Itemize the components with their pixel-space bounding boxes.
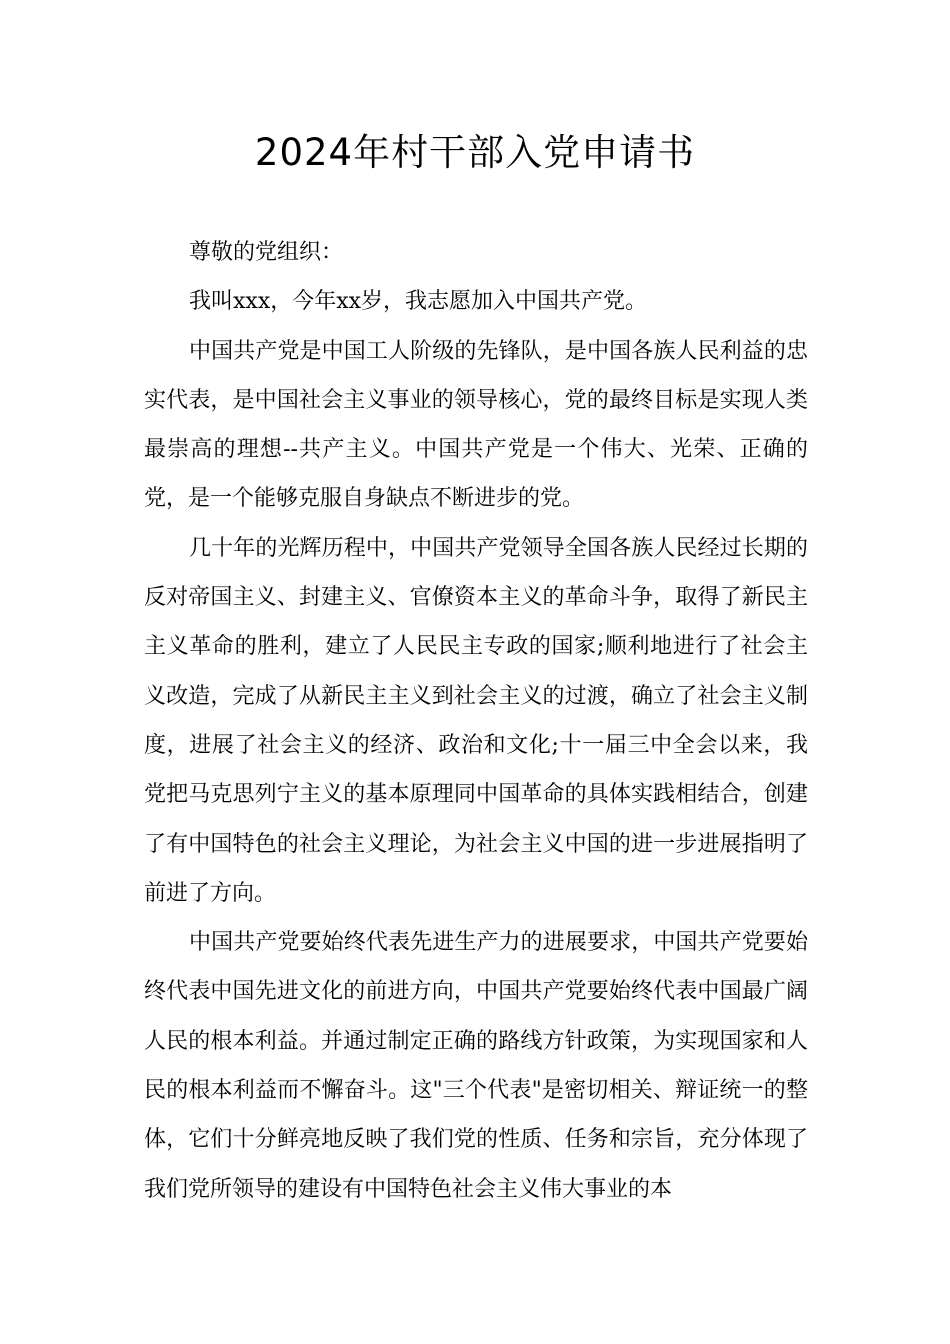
document-title: 2024年村干部入党申请书 xyxy=(254,131,696,174)
paragraph: 中国共产党要始终代表先进生产力的进展要求，中国共产党要始终代表中国先进文化的前进方向，中国共产党要始终代表中国最广阔人民的根本利益。并通过制定正确的路线方针政策，为实现国家和人民的根本利益而不懈奋斗。这"三个代表"是密切相关、辩证统一的整体，它们十分鲜亮地反映了我们党的性质、任务和宗旨，充分体现了我们党所领导的建设有中国特色社会主义伟大事业的本 xyxy=(144,930,808,1202)
document-body xyxy=(144,228,808,1214)
paragraph: 中国共产党是中国工人阶级的先锋队，是中国各族人民利益的忠实代表，是中国社会主义事业的领导核心，党的最终目标是实现人类最崇高的理想--共产主义。中国共产党是一个伟大、光荣、正确的党，是一个能够克服自身缺点不断进步的党。 xyxy=(144,338,808,512)
paragraph: 几十年的光辉历程中，中国共产党领导全国各族人民经过长期的反对帝国主义、封建主义、官僚资本主义的革命斗争，取得了新民主主义革命的胜利，建立了人民民主专政的国家;顺利地进行了社会主义改造，完成了从新民主主义到社会主义的过渡，确立了社会主义制度，进展了社会主义的经济、政治和文化;十一届三中全会以来，我党把马克思列宁主义的基本原理同中国革命的具体实践相结合，创建了有中国特色的社会主义理论，为社会主义中国的进一步进展指明了前进了方向。 xyxy=(144,535,808,906)
salutation: 尊敬的党组织： xyxy=(189,240,344,265)
paragraph-intro: 我叫xxx，今年xx岁，我志愿加入中国共产党。 xyxy=(189,289,648,315)
